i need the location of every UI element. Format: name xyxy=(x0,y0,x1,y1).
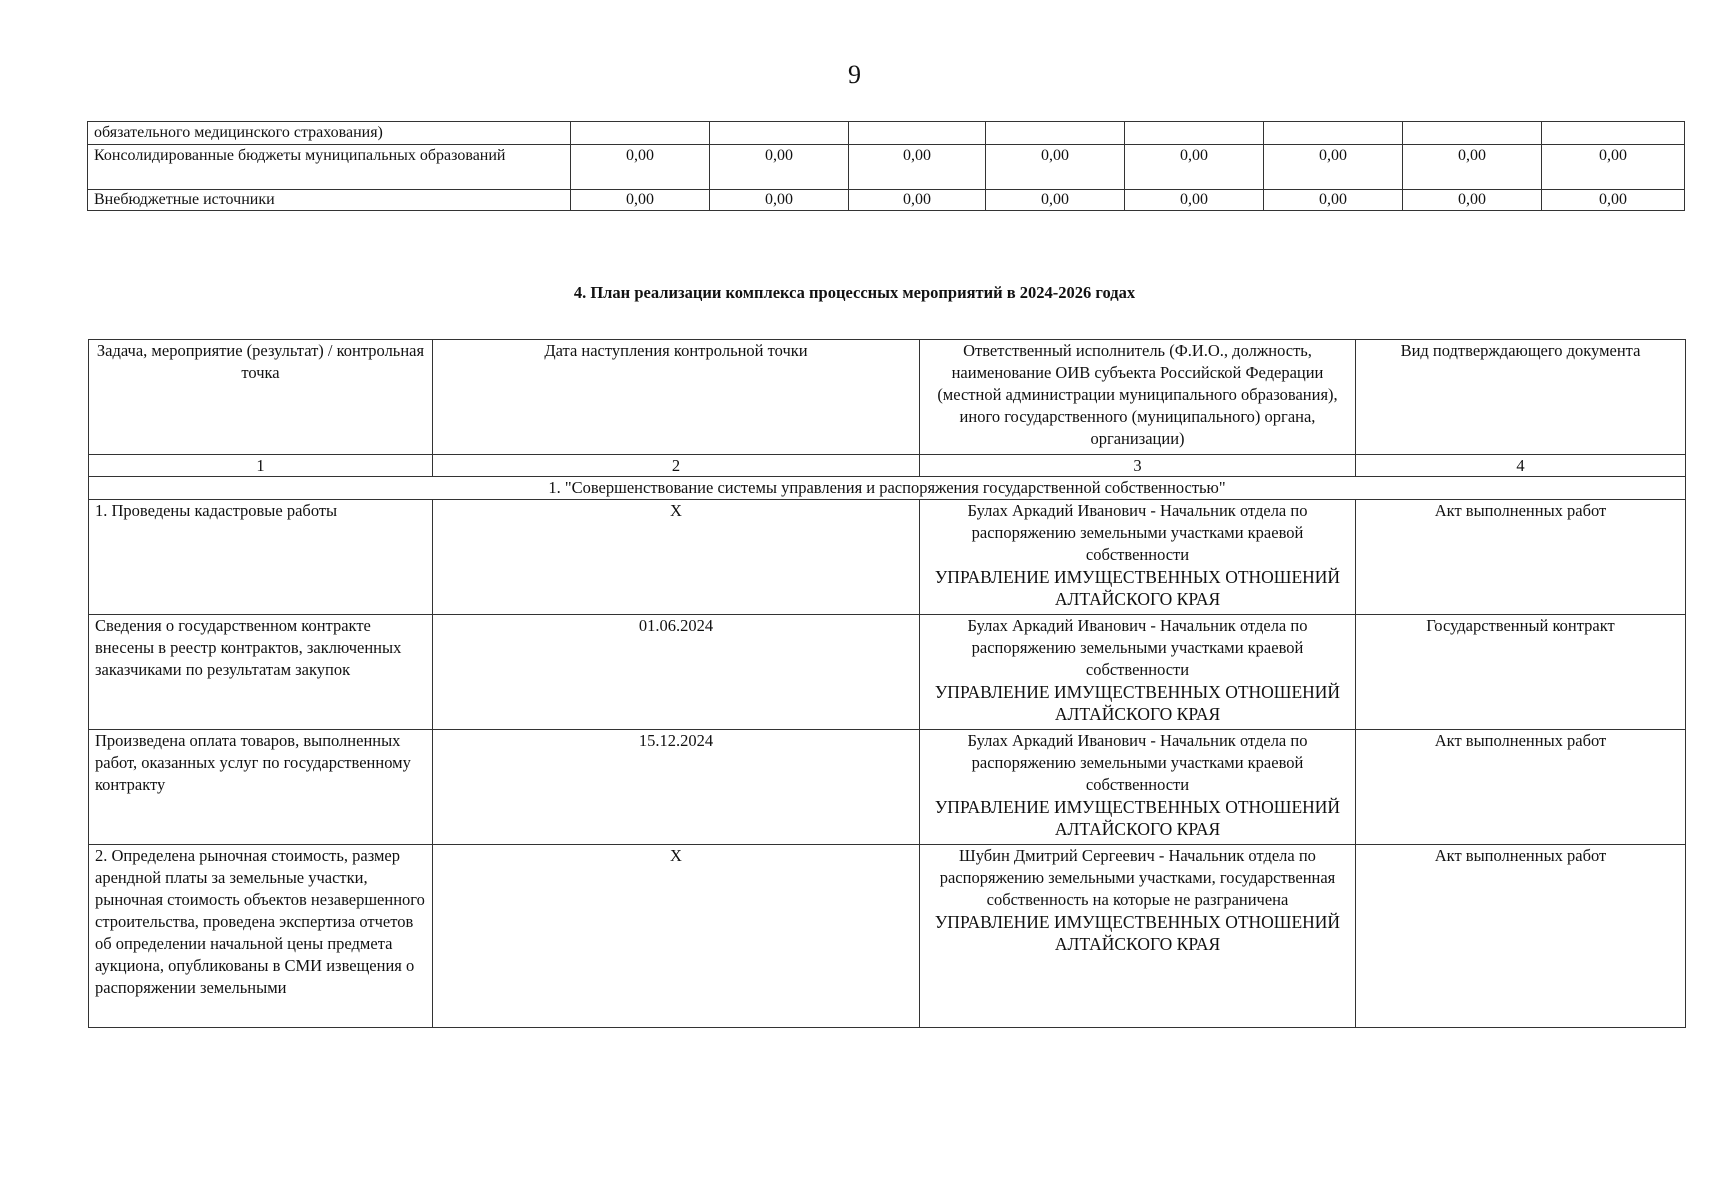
plan-table xyxy=(88,339,1686,1028)
finance-row-label: обязательного медицинского страхования) xyxy=(88,122,571,145)
finance-value: 0,00 xyxy=(710,145,849,190)
finance-value: 0,00 xyxy=(986,145,1125,190)
executor-org: УПРАВЛЕНИЕ ИМУЩЕСТВЕННЫХ ОТНОШЕНИЙ АЛТАЙСКОГО КРАЯ xyxy=(934,912,1341,954)
finance-value: 0,00 xyxy=(849,190,986,211)
finance-table xyxy=(87,121,1685,211)
executor-name: Булах Аркадий Иванович - Начальник отдела по распоряжению земельными участками краевой собственности xyxy=(967,731,1308,794)
executor-org: УПРАВЛЕНИЕ ИМУЩЕСТВЕННЫХ ОТНОШЕНИЙ АЛТАЙСКОГО КРАЯ xyxy=(934,797,1341,839)
finance-value: 0,00 xyxy=(571,190,710,211)
finance-value xyxy=(986,122,1125,145)
plan-section-row xyxy=(89,477,1686,500)
column-number: 2 xyxy=(433,455,920,477)
section-heading: 4. План реализации комплекса процессных мероприятий в 2024-2026 годах xyxy=(573,283,1136,302)
table-row xyxy=(89,730,1686,845)
finance-value xyxy=(710,122,849,145)
date-cell: 15.12.2024 xyxy=(433,730,920,845)
column-number: 1 xyxy=(89,455,433,477)
plan-header-cell: Дата наступления контрольной точки xyxy=(433,340,920,455)
finance-value xyxy=(571,122,710,145)
table-row xyxy=(89,845,1686,1028)
finance-row-label: Внебюджетные источники xyxy=(88,190,571,211)
finance-value xyxy=(1125,122,1264,145)
document-cell: Акт выполненных работ xyxy=(1356,500,1686,615)
document-cell: Акт выполненных работ xyxy=(1356,845,1686,1028)
finance-row-label: Консолидированные бюджеты муниципальных образований xyxy=(88,145,571,190)
finance-value: 0,00 xyxy=(1542,145,1685,190)
finance-value xyxy=(1264,122,1403,145)
finance-value: 0,00 xyxy=(849,145,986,190)
finance-value: 0,00 xyxy=(986,190,1125,211)
table-row xyxy=(89,615,1686,730)
finance-row xyxy=(88,122,1685,145)
finance-value xyxy=(849,122,986,145)
finance-value: 0,00 xyxy=(1125,145,1264,190)
plan-section-title: 1. "Совершенствование системы управления и распоряжения государственной собственностью" xyxy=(89,477,1686,500)
executor-cell xyxy=(920,845,1356,1028)
finance-value: 0,00 xyxy=(1264,190,1403,211)
column-number: 4 xyxy=(1356,455,1686,477)
plan-header-cell: Вид подтверждающего документа xyxy=(1356,340,1686,455)
finance-row xyxy=(88,145,1685,190)
executor-name: Булах Аркадий Иванович - Начальник отдела по распоряжению земельными участками краевой собственности xyxy=(967,501,1308,564)
date-cell: X xyxy=(433,845,920,1028)
plan-header-cell: Ответственный исполнитель (Ф.И.О., должность, наименование ОИВ субъекта Российской Федерации (местной администрации муниципального образования), иного государственного (муниципального) органа, организации) xyxy=(920,340,1356,455)
document-cell: Государственный контракт xyxy=(1356,615,1686,730)
task-cell: 2. Определена рыночная стоимость, размер арендной платы за земельные участки, рыночная стоимость объектов незавершенного строительства, проведена экспертиза отчетов об определении начальной цены предмета аукциона, опубликованы в СМИ извещения о распоряжении земельными xyxy=(89,845,433,1028)
page-number: 9 xyxy=(848,60,861,89)
finance-value: 0,00 xyxy=(571,145,710,190)
finance-row xyxy=(88,190,1685,211)
plan-header-row xyxy=(89,340,1686,455)
finance-value xyxy=(1542,122,1685,145)
column-number: 3 xyxy=(920,455,1356,477)
date-cell: 01.06.2024 xyxy=(433,615,920,730)
executor-cell xyxy=(920,730,1356,845)
column-number-row xyxy=(89,455,1686,477)
finance-value: 0,00 xyxy=(1542,190,1685,211)
finance-value: 0,00 xyxy=(1403,145,1542,190)
document-cell: Акт выполненных работ xyxy=(1356,730,1686,845)
table-row xyxy=(89,500,1686,615)
finance-value: 0,00 xyxy=(1264,145,1403,190)
task-cell: Сведения о государственном контракте внесены в реестр контрактов, заключенных заказчиками по результатам закупок xyxy=(89,615,433,730)
executor-org: УПРАВЛЕНИЕ ИМУЩЕСТВЕННЫХ ОТНОШЕНИЙ АЛТАЙСКОГО КРАЯ xyxy=(934,567,1341,609)
finance-value: 0,00 xyxy=(1403,190,1542,211)
date-cell: X xyxy=(433,500,920,615)
finance-value xyxy=(1403,122,1542,145)
finance-value: 0,00 xyxy=(1125,190,1264,211)
task-cell: 1. Проведены кадастровые работы xyxy=(89,500,433,615)
executor-org: УПРАВЛЕНИЕ ИМУЩЕСТВЕННЫХ ОТНОШЕНИЙ АЛТАЙСКОГО КРАЯ xyxy=(934,682,1341,724)
executor-name: Шубин Дмитрий Сергеевич - Начальник отдела по распоряжению земельными участками, государственная собственность на которые не разграничена xyxy=(939,846,1336,909)
executor-cell xyxy=(920,615,1356,730)
executor-cell xyxy=(920,500,1356,615)
executor-name: Булах Аркадий Иванович - Начальник отдела по распоряжению земельными участками краевой собственности xyxy=(967,616,1308,679)
finance-value: 0,00 xyxy=(710,190,849,211)
plan-header-cell: Задача, мероприятие (результат) / контрольная точка xyxy=(89,340,433,455)
task-cell: Произведена оплата товаров, выполненных работ, оказанных услуг по государственному контракту xyxy=(89,730,433,845)
